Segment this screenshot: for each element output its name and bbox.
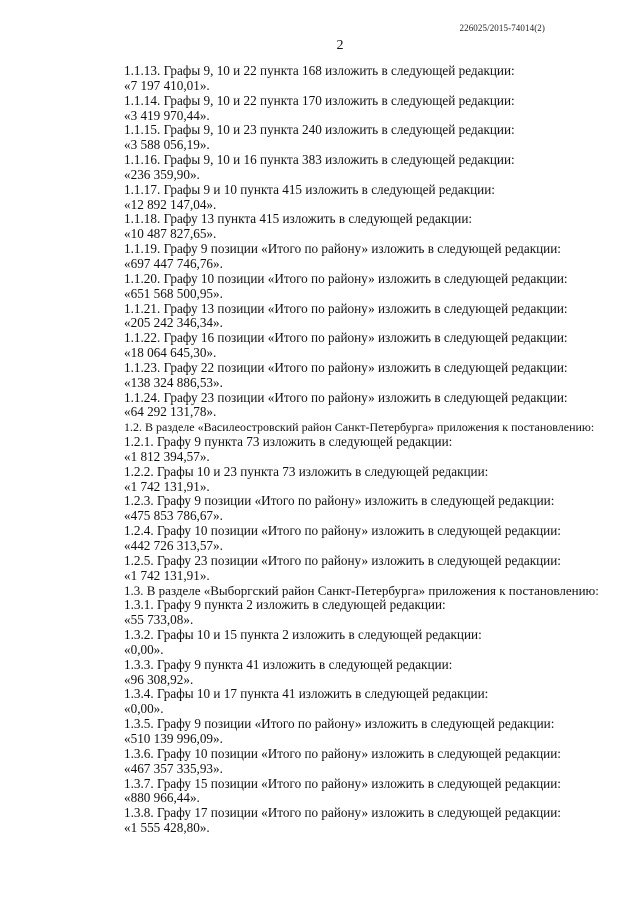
text-line: «1 742 131,91».	[124, 479, 210, 494]
page-number: 2	[336, 38, 344, 53]
text-line: 1.1.18. Графу 13 пункта 415 изложить в следующей редакции:	[124, 212, 473, 227]
text-line: «96 308,92».	[124, 672, 194, 687]
text-line: 1.1.21. Графу 13 позиции «Итого по району» изложить в следующей редакции:	[124, 301, 568, 316]
document-body	[124, 64, 599, 836]
text-line: «12 892 147,04».	[124, 197, 217, 212]
text-line: «64 292 131,78».	[124, 405, 217, 420]
text-line: 1.2.4. Графу 10 позиции «Итого по району» изложить в следующей редакции:	[124, 524, 561, 539]
text-line: «3 588 056,19».	[124, 138, 210, 153]
text-line: 1.2. В разделе «Василеостровский район Санкт-Петербурга» приложения к постановлению:	[124, 420, 595, 435]
text-line: «1 742 131,91».	[124, 568, 210, 583]
text-line: 1.1.15. Графы 9, 10 и 23 пункта 240 изложить в следующей редакции:	[124, 123, 515, 138]
text-line: «442 726 313,57».	[124, 539, 223, 553]
text-line: 1.3. В разделе «Выборгский район Санкт-Петербурга» приложения к постановлению:	[124, 583, 599, 598]
document-code: 226025/2015-74014(2)	[459, 23, 545, 33]
text-line: «651 568 500,95».	[124, 286, 223, 301]
text-line: 1.2.3. Графу 9 позиции «Итого по району» изложить в следующей редакции:	[124, 494, 555, 509]
text-line: «1 812 394,57».	[124, 449, 210, 464]
text-line: 1.2.5. Графу 23 позиции «Итого по району» изложить в следующей редакции:	[124, 553, 561, 568]
text-line: «138 324 886,53».	[124, 375, 223, 390]
text-line: «10 487 827,65».	[124, 227, 217, 242]
text-line: «0,00».	[124, 642, 164, 657]
text-line: «18 064 645,30».	[124, 346, 217, 361]
text-line: 1.3.8. Графу 17 позиции «Итого по району» изложить в следующей редакции:	[124, 806, 561, 821]
text-line: 1.3.7. Графу 15 позиции «Итого по району» изложить в следующей редакции:	[124, 776, 561, 791]
text-line: 1.3.3. Графу 9 пункта 41 изложить в следующей редакции:	[124, 657, 453, 672]
text-line: «55 733,08».	[124, 613, 194, 628]
text-line: «467 357 335,93».	[124, 761, 223, 776]
text-line: 1.1.13. Графы 9, 10 и 22 пункта 168 изложить в следующей редакции:	[124, 64, 515, 78]
text-line: 1.3.6. Графу 10 позиции «Итого по району» изложить в следующей редакции:	[124, 746, 561, 761]
text-line: 1.3.5. Графу 9 позиции «Итого по району» изложить в следующей редакции:	[124, 717, 555, 732]
text-line: 1.1.16. Графы 9, 10 и 16 пункта 383 изложить в следующей редакции:	[124, 153, 515, 168]
text-line: «1 555 428,80».	[124, 821, 210, 836]
text-line: «0,00».	[124, 702, 164, 717]
text-line: 1.2.1. Графу 9 пункта 73 изложить в следующей редакции:	[124, 435, 453, 450]
text-line: «7 197 410,01».	[124, 78, 210, 93]
text-line: 1.1.22. Графу 16 позиции «Итого по району» изложить в следующей редакции:	[124, 331, 568, 346]
text-line: «510 139 996,09».	[124, 731, 223, 746]
text-line: 1.1.17. Графы 9 и 10 пункта 415 изложить в следующей редакции:	[124, 182, 495, 197]
text-line: 1.1.14. Графы 9, 10 и 22 пункта 170 изложить в следующей редакции:	[124, 93, 515, 108]
text-line: «697 447 746,76».	[124, 256, 223, 271]
text-line: 1.1.20. Графу 10 позиции «Итого по району» изложить в следующей редакции:	[124, 271, 568, 286]
text-line: 1.3.4. Графы 10 и 17 пункта 41 изложить в следующей редакции:	[124, 687, 489, 702]
text-line: «475 853 786,67».	[124, 509, 223, 524]
text-line: «880 966,44».	[124, 791, 200, 806]
text-line: «205 242 346,34».	[124, 316, 223, 331]
text-line: 1.1.19. Графу 9 позиции «Итого по району» изложить в следующей редакции:	[124, 242, 561, 257]
text-line: 1.3.2. Графы 10 и 15 пункта 2 изложить в следующей редакции:	[124, 628, 482, 643]
text-line: «3 419 970,44».	[124, 108, 210, 123]
text-line: 1.1.24. Графу 23 позиции «Итого по району» изложить в следующей редакции:	[124, 390, 568, 405]
text-line: 1.2.2. Графы 10 и 23 пункта 73 изложить в следующей редакции:	[124, 464, 489, 479]
text-line: 1.3.1. Графу 9 пункта 2 изложить в следующей редакции:	[124, 598, 446, 613]
text-line: «236 359,90».	[124, 167, 200, 182]
text-line: 1.1.23. Графу 22 позиции «Итого по району» изложить в следующей редакции:	[124, 360, 568, 375]
